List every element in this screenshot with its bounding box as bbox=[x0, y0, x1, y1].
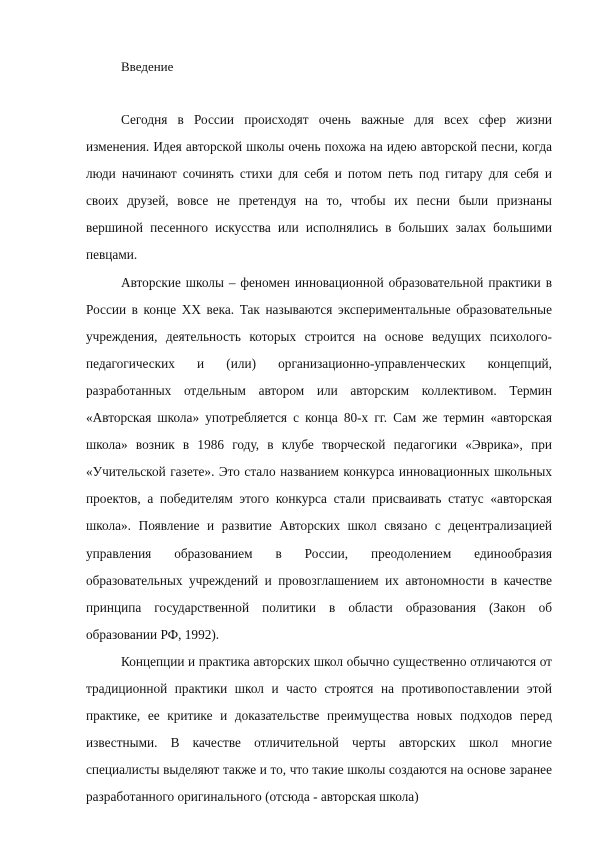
paragraph-2: Авторские школы – феномен инновационной образовательной практики в России в конце XX века. Так называются экспериментальные образовательные учреждения, деятельность которых строится на основе ведущих психолого-педагогических и (или) организационно-управленческих концепций, разработанных отдельным автором или авторским коллективом. Термин «Авторская школа» употребляется с конца 80-х гг. Сам же термин «авторская школа» возник в 1986 году, в клубе творческой педагогики «Эврика», при «Учительской газете». Это стало названием конкурса инновационных школьных проектов, а победителям этого конкурса стали присваивать статус «авторская школа». Появление и развитие Авторских школ связано с децентрализацией управления образованием в России, преодолением единообразия образовательных учреждений и провозглашением их автономности в качестве принципа государственной политики в области образования (Закон об образовании РФ, 1992). bbox=[86, 274, 552, 642]
body-text bbox=[86, 106, 552, 810]
paragraph-3: Концепции и практика авторских школ обычно существенно отличаются от традиционной практики школ и часто строятся на противопоставлении этой практике, ее критике и доказательстве преимущества новых подходов перед известными. В качестве отличительной черты авторских школ многие специалисты выделяют также и то, что такие школы создаются на основе заранее разработанного оригинального (отсюда - авторская школа) bbox=[86, 653, 552, 805]
section-heading: Введение bbox=[121, 59, 174, 74]
paragraph-1: Сегодня в России происходят очень важные для всех сфер жизни изменения. Идея авторской школы очень похожа на идею авторской песни, когда люди начинают сочинять стихи для себя и потом петь под гитару для себя и своих друзей, вовсе не претендуя на то, чтобы их песни были признаны вершиной песенного искусства или исполнялись в больших залах большими певцами. bbox=[86, 112, 552, 263]
